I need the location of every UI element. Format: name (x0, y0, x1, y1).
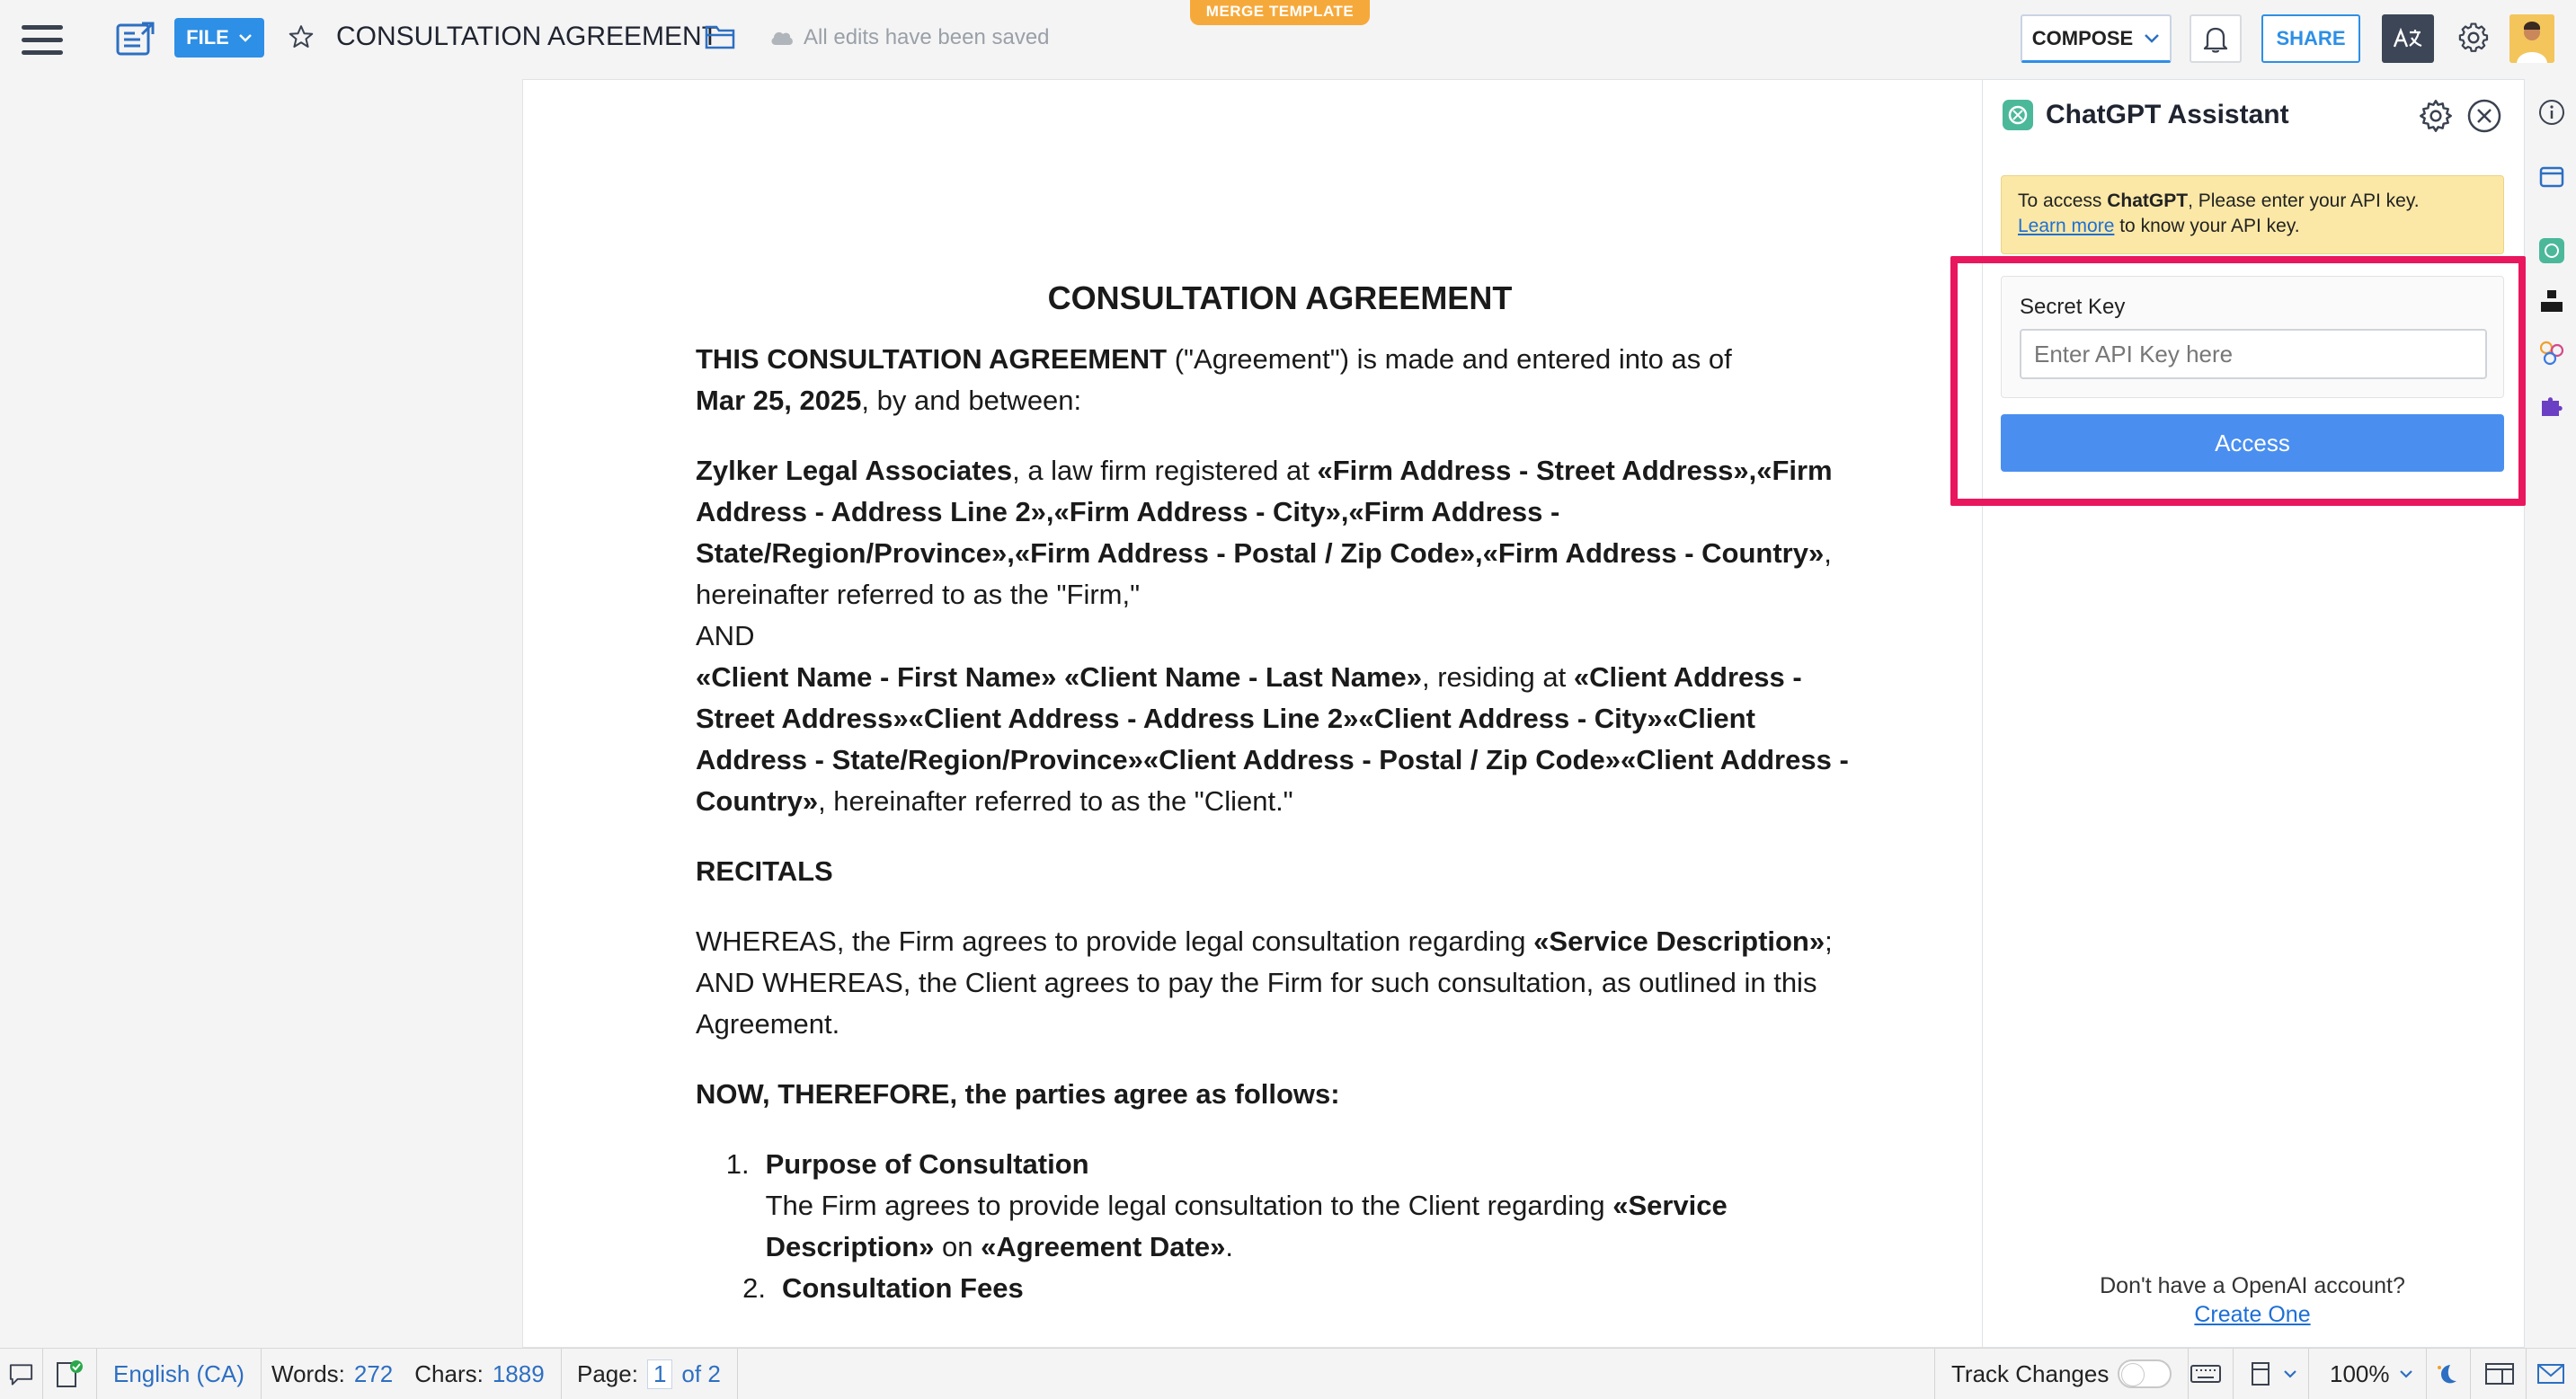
chevron-down-icon (2283, 1369, 2297, 1378)
page-indicator[interactable]: Page: 1 of 2 (561, 1349, 738, 1399)
chatgpt-logo-icon (2003, 100, 2033, 135)
track-changes-toggle[interactable]: Track Changes (1934, 1349, 2189, 1399)
secret-key-label: Secret Key (2020, 295, 2126, 319)
review-icon[interactable] (2538, 164, 2565, 190)
word-count[interactable]: Words: 272 Chars: 1889 (255, 1349, 562, 1399)
status-bar (0, 1348, 2576, 1398)
file-menu-button[interactable] (174, 18, 264, 58)
keyboard-icon[interactable] (2179, 1349, 2234, 1399)
compose-button[interactable] (2021, 14, 2172, 63)
avatar[interactable] (2509, 14, 2554, 63)
chevron-down-icon (2399, 1369, 2413, 1378)
chevron-down-icon (238, 33, 253, 42)
gear-icon[interactable] (2457, 22, 2490, 58)
recitals-paragraph: WHEREAS, the Firm agrees to provide legal consultation regarding «Service Description»; AND WHEREAS, the Client agrees to pay the Firm for such consultation, as outlined in this Agreement. (696, 925, 1833, 1040)
zoom-selector[interactable]: 100% (2317, 1349, 2427, 1399)
comment-icon[interactable] (0, 1349, 43, 1399)
night-mode-icon[interactable] (2423, 1349, 2471, 1399)
document-switch-icon[interactable] (115, 20, 156, 58)
page-layout-selector[interactable] (2238, 1349, 2309, 1399)
notifications-button[interactable] (2190, 14, 2242, 63)
page-layout-icon (2249, 1360, 2274, 1387)
secret-key-section (2001, 276, 2504, 398)
now-therefore-heading: NOW, THEREFORE, the parties agree as follows: (696, 1078, 1340, 1110)
top-toolbar (0, 0, 2576, 77)
toggle-switch[interactable] (2118, 1359, 2172, 1388)
api-key-notice: To access ChatGPT, Please enter your API key. Learn more to know your API key. (2001, 175, 2504, 254)
chatgpt-assistant-panel (1982, 79, 2525, 1348)
close-icon[interactable] (2466, 98, 2502, 138)
feedback-mail-icon[interactable] (2526, 1349, 2576, 1399)
intro-paragraph: THIS CONSULTATION AGREEMENT ("Agreement") is made and entered into as of Mar 25, 2025, by and between: (696, 343, 1732, 416)
share-button[interactable]: SHARE (2261, 14, 2360, 63)
recitals-heading: RECITALS (696, 855, 833, 887)
compose-label: COMPOSE (2031, 26, 2134, 49)
panel-title: ChatGPT Assistant (2046, 100, 2289, 129)
learn-more-link[interactable]: Learn more (2018, 216, 2115, 236)
reading-view-icon[interactable] (2474, 1349, 2527, 1399)
language-selector[interactable]: English (CA) (97, 1349, 262, 1399)
page-number-input[interactable]: 1 (647, 1359, 672, 1389)
create-account-link[interactable]: Create One (2194, 1302, 2311, 1327)
document-body[interactable] (696, 278, 1864, 1309)
document-title[interactable]: CONSULTATION AGREEMENT (336, 22, 719, 51)
right-sidebar-rail (2526, 79, 2576, 1348)
translate-button[interactable] (2382, 14, 2434, 63)
save-status (769, 25, 1050, 50)
star-icon[interactable] (288, 23, 315, 55)
save-status-text: All edits have been saved (804, 25, 1050, 49)
sitemap-icon[interactable] (2538, 288, 2565, 314)
document-check-icon[interactable] (43, 1349, 97, 1399)
puzzle-icon[interactable] (2538, 392, 2565, 419)
file-menu-label: FILE (186, 26, 229, 49)
list-item: 2. Consultation Fees (742, 1272, 1024, 1304)
document-heading: CONSULTATION AGREEMENT (1047, 279, 1513, 316)
chevron-down-icon (2144, 33, 2160, 44)
settings-gear-icon[interactable] (2418, 98, 2454, 138)
chatgpt-icon[interactable] (2538, 237, 2565, 264)
api-key-input[interactable] (2020, 329, 2487, 379)
info-icon[interactable] (2538, 99, 2565, 126)
parties-paragraph: Zylker Legal Associates, a law firm registered at «Firm Address - Street Address»,«Firm Address - Address Line 2»,«Firm Address - City»,«Firm Address - State/Region/Province»,«Firm Address - Postal / Zip Code»,«Firm Address - Country», hereinafter referred to as the "Firm," AND «Client Name - First Name» «Client Name - Last Name», residing at «Client Address - Street Address»«Client Address - Address Line 2»«Client Address - City»«Client Address - State/Region/Province»«Client Address - Postal / Zip Code»«Client Address - Country», hereinafter referred to as the "Client." (696, 455, 1849, 817)
integration-icon[interactable] (2538, 340, 2565, 367)
document-page[interactable] (522, 79, 1984, 1348)
menu-icon[interactable] (22, 25, 63, 63)
signup-prompt: Don't have a OpenAI account? Create One (2001, 1271, 2504, 1329)
translate-icon (2392, 25, 2424, 52)
bell-icon (2202, 24, 2229, 53)
cloud-icon (769, 29, 795, 47)
merge-template-badge[interactable]: MERGE TEMPLATE (1190, 0, 1370, 25)
access-button[interactable]: Access (2001, 414, 2504, 472)
list-item: 1. Purpose of Consultation The Firm agrees to provide legal consultation to the Client regarding «Service Description» on «Agreement Date». (725, 1148, 1728, 1262)
folder-icon[interactable] (705, 23, 735, 55)
